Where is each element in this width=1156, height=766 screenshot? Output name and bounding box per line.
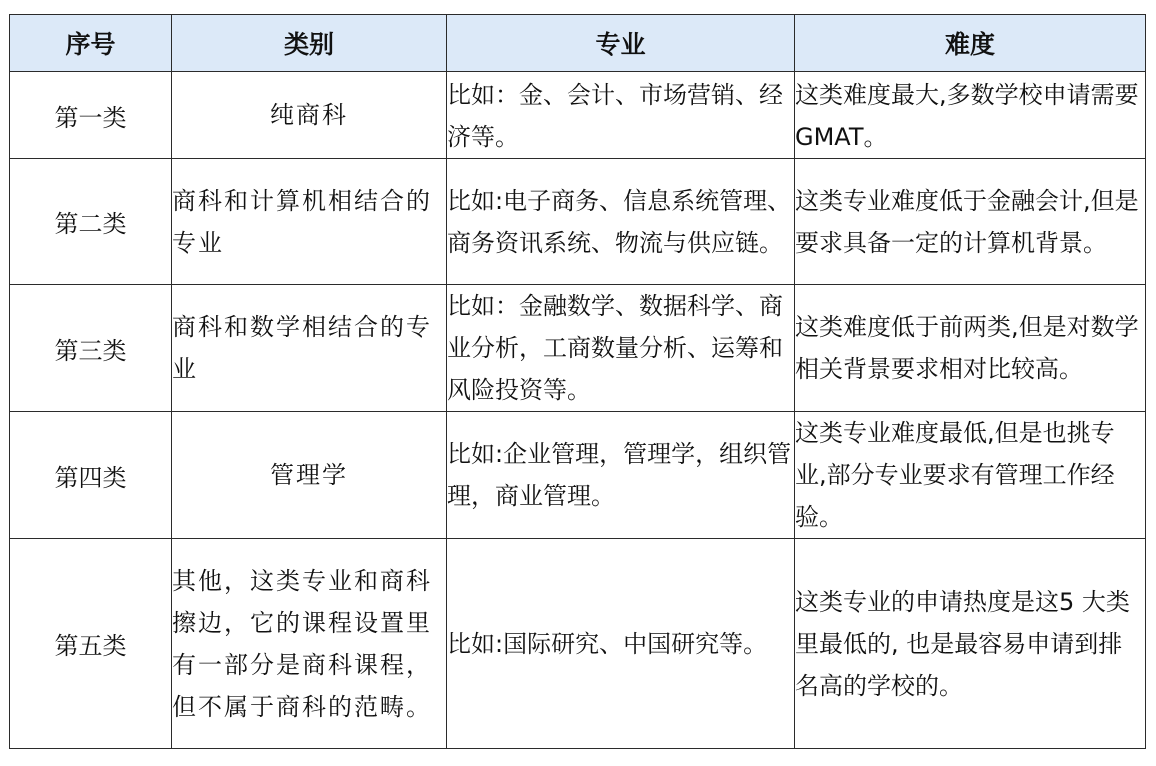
cell-difficulty: 这类专业的申请热度是这5 大类里最低的, 也是最容易申请到排名高的学校的。 <box>795 539 1146 749</box>
table-row <box>10 72 1146 159</box>
difficulty-text: 这类难度最大,多数学校申请需要 GMAT。 <box>795 81 1139 151</box>
table-row <box>10 412 1146 539</box>
cell-major: 比如:企业管理，管理学，组织管理，商业管理。 <box>447 412 795 539</box>
cell-major: 比如：金融数学、数据科学、商业分析，工商数量分析、运筹和风险投资等。 <box>447 285 795 412</box>
cell-seq: 第一类 <box>10 72 172 159</box>
table-row <box>10 539 1146 749</box>
header-difficulty: 难度 <box>795 15 1146 72</box>
cell-difficulty <box>795 72 1146 159</box>
cell-category: 商科和计算机相结合的专业 <box>172 159 447 285</box>
cell-major: 比如:电子商务、信息系统管理、商务资讯系统、物流与供应链。 <box>447 159 795 285</box>
cell-difficulty: 这类难度低于前两类,但是对数学相关背景要求相对比较高。 <box>795 285 1146 412</box>
header-row <box>10 15 1146 72</box>
cell-category: 商科和数学相结合的专业 <box>172 285 447 412</box>
cell-major: 比如:国际研究、中国研究等。 <box>447 539 795 749</box>
cell-seq: 第三类 <box>10 285 172 412</box>
cell-seq: 第五类 <box>10 539 172 749</box>
cell-category: 其他，这类专业和商科擦边，它的课程设置里有一部分是商科课程，但不属于商科的范畴。 <box>172 539 447 749</box>
header-major: 专业 <box>447 15 795 72</box>
cell-seq: 第二类 <box>10 159 172 285</box>
cell-major <box>447 72 795 159</box>
cell-difficulty: 这类专业难度最低,但是也挑专业,部分专业要求有管理工作经验。 <box>795 412 1146 539</box>
header-category: 类别 <box>172 15 447 72</box>
majors-table <box>9 14 1146 749</box>
cell-category: 纯商科 <box>172 72 447 159</box>
cell-difficulty: 这类专业难度低于金融会计,但是要求具备一定的计算机背景。 <box>795 159 1146 285</box>
cell-category: 管理学 <box>172 412 447 539</box>
cell-seq: 第四类 <box>10 412 172 539</box>
table-row <box>10 159 1146 285</box>
header-seq: 序号 <box>10 15 172 72</box>
table-row <box>10 285 1146 412</box>
major-text: 比如：金、会计、市场营销、经济等。 <box>447 81 783 151</box>
